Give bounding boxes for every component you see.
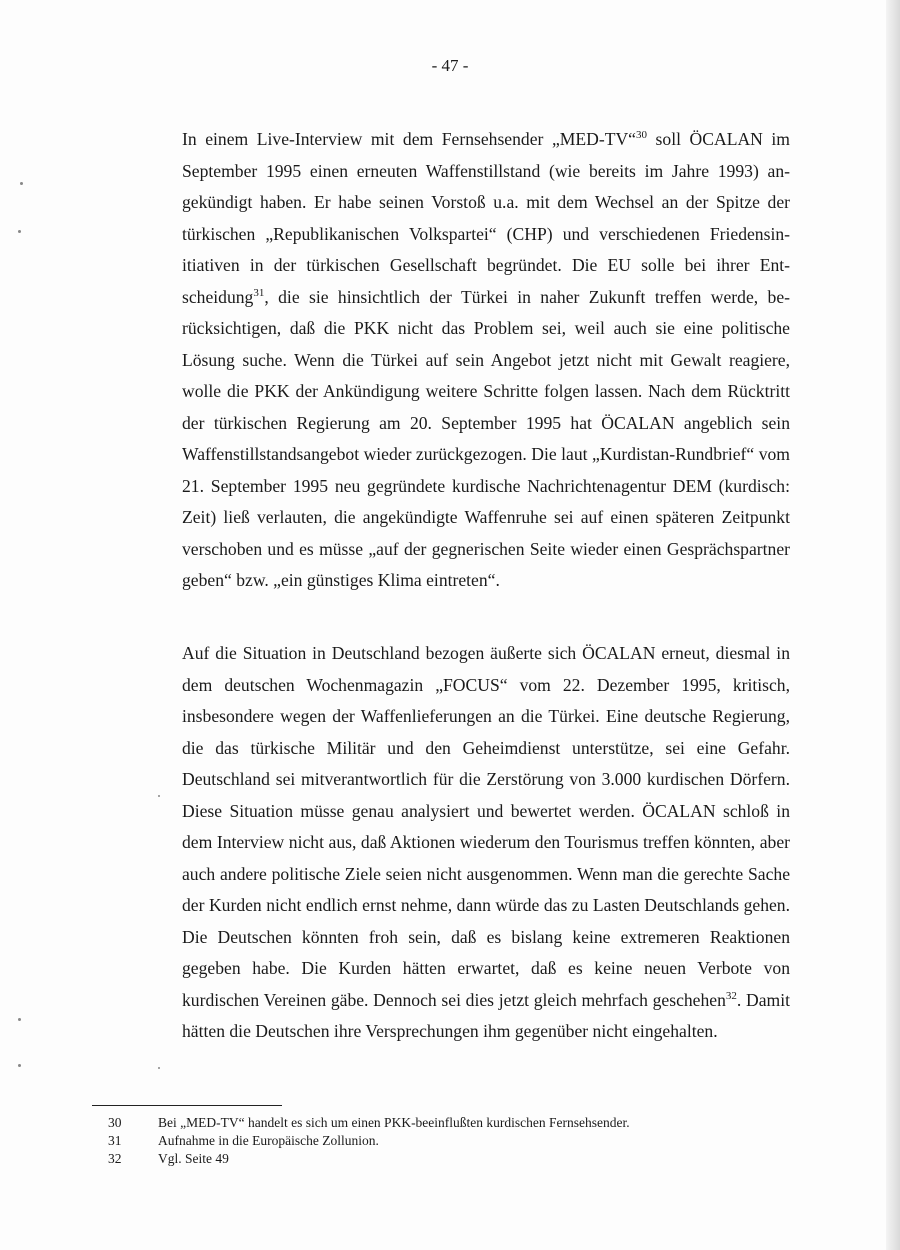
paragraph-2-text-part-2: . Damit hätten die Deutschen ihre Versprechungen ihm gegenüber nicht eingehalten. (182, 989, 790, 1041)
footnote-number: 31 (108, 1133, 122, 1148)
paragraph-1-text-part-3: , die sie hinsichtlich der Türkei in naher Zukunft treffen werde, berücksichtigen, daß die PKK nicht das Problem sei, weil auch sie eine politische Lösung suche. Wenn die Türkei auf sein Angebot jetzt nicht mit Gewalt reagiere, wolle die PKK der Ankündigung weitere Schritte folgen lassen. Nach dem Rücktritt der türkischen Regierung am 20. September 1995 hat ÖCALAN angeblich sein Waffenstillstandsangebot wieder zurückgezogen. Die laut „Kurdistan-Rundbrief“ vom 21. September 1995 neu gegründete kurdische Nachrichtenagentur DEM (kurdisch: Zeit) ließ verlauten, die angekündigte Waffenruhe sei auf einen späteren Zeitpunkt verschoben und es müsse „auf der gegnerischen Seite wieder einen Gesprächspartner geben“ bzw. „ein günstiges Klima eintreten“. (182, 286, 790, 590)
page-number: - 47 - (431, 56, 469, 75)
paragraph-2-text-part-1: Auf die Situation in Deutschland bezogen äußerte sich ÖCALAN erneut, diesmal in dem deutschen Wochenmagazin „FOCUS“ vom 22. Dezember 1995, kritisch, insbesondere wegen der Waffenlieferungen an die Türkei. Eine deutsche Regierung, die das türkische Militär und den Geheimdienst unterstütze, sei eine Gefahr. Deutschland sei mitverantwortlich für die Zerstörung von 3.000 kurdischen Dörfern. Diese Situation müsse genau analysiert und bewertet werden. ÖCALAN schloß in dem Interview nicht aus, daß Aktionen wiederum den Tourismus treffen könnten, aber auch andere politische Ziele seien nicht ausgenommen. Wenn man die gerechte Sache der Kurden nicht endlich ernst nehme, dann würde das zu Lasten Deutschlands gehen. Die Deutschen könnten froh sein, daß es bislang keine extremeren Reaktionen gegeben habe. Die Kurden hätten erwartet, daß es keine neuen Verbote von kurdischen Vereinen gäbe. Dennoch sei dies jetzt gleich mehrfach geschehen (182, 643, 790, 1010)
footnote-text: Vgl. Seite 49 (158, 1151, 229, 1166)
footnote-32 (108, 1150, 808, 1168)
scan-speck (18, 230, 21, 233)
scan-speck (18, 1064, 21, 1067)
scan-speck (20, 182, 23, 185)
footnote-ref-30[interactable]: 30 (635, 129, 647, 142)
footnote-number: 32 (108, 1151, 122, 1166)
footnote-ref-31[interactable]: 31 (253, 286, 265, 299)
footnote-30 (108, 1114, 808, 1132)
paragraph-1-text (182, 124, 790, 597)
page-edge-shadow (886, 0, 900, 1250)
footnote-31 (108, 1132, 808, 1150)
footnote-number: 30 (108, 1115, 122, 1130)
footnote-text: Aufnahme in die Europäische Zollunion. (158, 1133, 379, 1148)
paragraph-2-text (182, 638, 790, 1048)
footnote-divider (92, 1105, 282, 1106)
scan-speck (158, 1067, 160, 1069)
paragraph-1-text-part-1: In einem Live-Interview mit dem Fernsehsender „MED-TV“ (182, 129, 636, 149)
footnotes (108, 1114, 808, 1168)
footnote-text: Bei „MED-TV“ handelt es sich um einen PKK-beeinflußten kurdischen Fernsehsender. (158, 1115, 630, 1130)
paragraph-1 (182, 124, 790, 597)
scan-speck (158, 795, 160, 797)
paragraph-2 (182, 638, 790, 1048)
scan-speck (18, 1018, 21, 1021)
paragraph-1-text-part-2: soll ÖCALAN im September 1995 einen erneuten Waffenstillstand (wie bereits im Jahre 1993) angekündigt haben. Er habe seinen Vorstoß u.a. mit dem Wechsel an der Spitze der türkischen „Republikanischen Volkspartei“ (CHP) und verschiedenen Friedensinitiativen in der türkischen Gesellschaft begründet. Die EU solle bei ihrer Entscheidung (182, 129, 790, 307)
footnote-ref-32[interactable]: 32 (725, 989, 737, 1002)
